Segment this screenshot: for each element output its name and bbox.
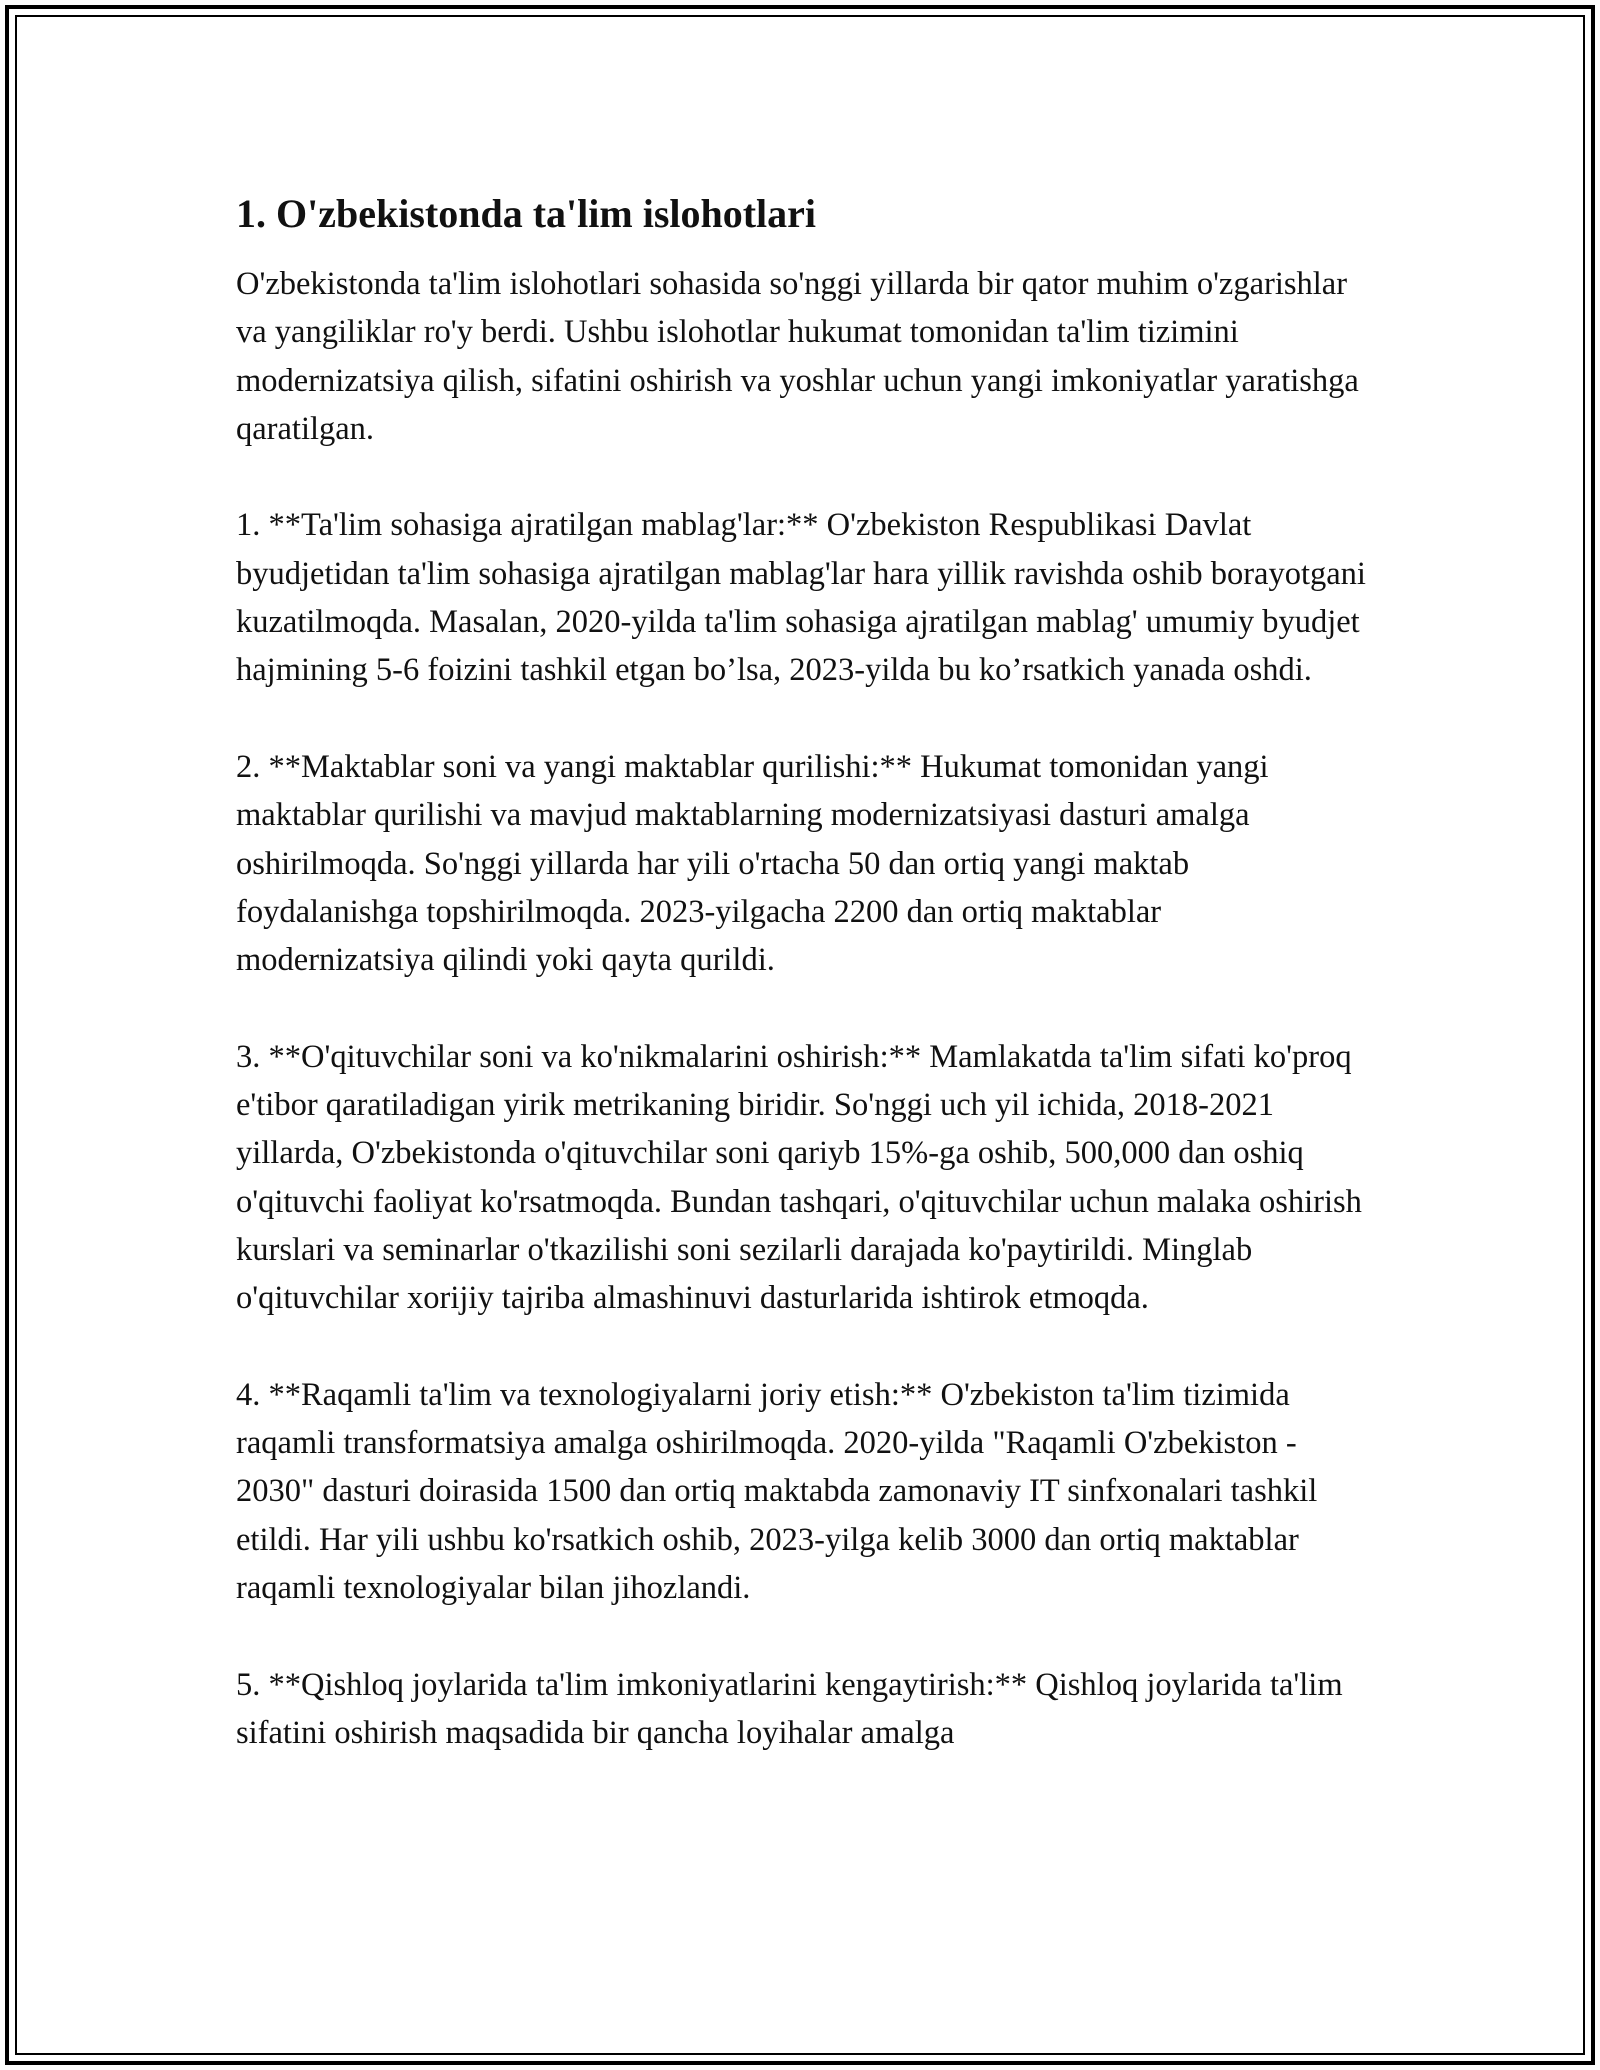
document-title: 1. O'zbekistonda ta'lim islohotlari [236, 191, 817, 236]
document-body [236, 188, 1366, 1806]
intro-paragraph: O'zbekistonda ta'lim islohotlari sohasida so'nggi yillarda bir qator muhim o'zgarishlar va yangiliklar ro'y berdi. Ushbu islohotlar hukumat tomonidan ta'lim tizimini modernizatsiya qilish, sifatini oshirish va yoshlar uchun yangi imkoniyatlar yaratishga qaratilgan. [236, 266, 1359, 447]
paragraph-teachers: 3. **O'qituvchilar soni va ko'nikmalarini oshirish:** Mamlakatda ta'lim sifati ko'proq e'tibor qaratiladigan yirik metrikaning biridir. So'nggi uch yil ichida, 2018-2021 yillarda, O'zbekistonda o'qituvchilar soni qariyb 15%-ga oshib, 500,000 dan oshiq o'qituvchi faoliyat ko'rsatmoqda. Bundan tashqari, o'qituvchilar uchun malaka oshirish kurslari va seminarlar o'tkazilishi soni sezilarli darajada ko'paytirildi. Minglab o'qituvchilar xorijiy tajriba almashinuvi dasturlarida ishtirok etmoqda. [236, 1038, 1362, 1317]
paragraph-funding: 1. **Ta'lim sohasiga ajratilgan mablag'lar:** O'zbekiston Respublikasi Davlat byudjetidan ta'lim sohasiga ajratilgan mablag'lar hara yillik ravishda oshib borayotgani kuzatilmoqda. Masalan, 2020-yilda ta'lim sohasiga ajratilgan mablag' umumiy byudjet hajmining 5-6 foizini tashkil etgan bo’lsa, 2023-yilda bu ko’rsatkich yanada oshdi. [236, 507, 1366, 689]
paragraph-schools: 2. **Maktablar soni va yangi maktablar qurilishi:** Hukumat tomonidan yangi maktablar qurilishi va mavjud maktablarning modernizatsiyasi dasturi amalga oshirilmoqda. So'nggi yillarda har yili o'rtacha 50 dan ortiq yangi maktab foydalanishga topshirilmoqda. 2023-yilgacha 2200 dan ortiq maktablar modernizatsiya qilindi yoki qayta qurildi. [236, 748, 1269, 979]
paragraph-rural-education: 5. **Qishloq joylarida ta'lim imkoniyatlarini kengaytirish:** Qishloq joylarida ta'lim sifatini oshirish maqsadida bir qancha loyihalar amalga [236, 1666, 1343, 1751]
paragraph-digital-education: 4. **Raqamli ta'lim va texnologiyalarni joriy etish:** O'zbekiston ta'lim tizimida raqamli transformatsiya amalga oshirilmoqda. 2020-yilda "Raqamli O'zbekiston - 2030" dasturi doirasida 1500 dan ortiq maktabda zamonaviy IT sinfxonalari tashkil etildi. Har yili ushbu ko'rsatkich oshib, 2023-yilga kelib 3000 dan ortiq maktablar raqamli texnologiyalar bilan jihozlandi. [236, 1376, 1318, 1607]
